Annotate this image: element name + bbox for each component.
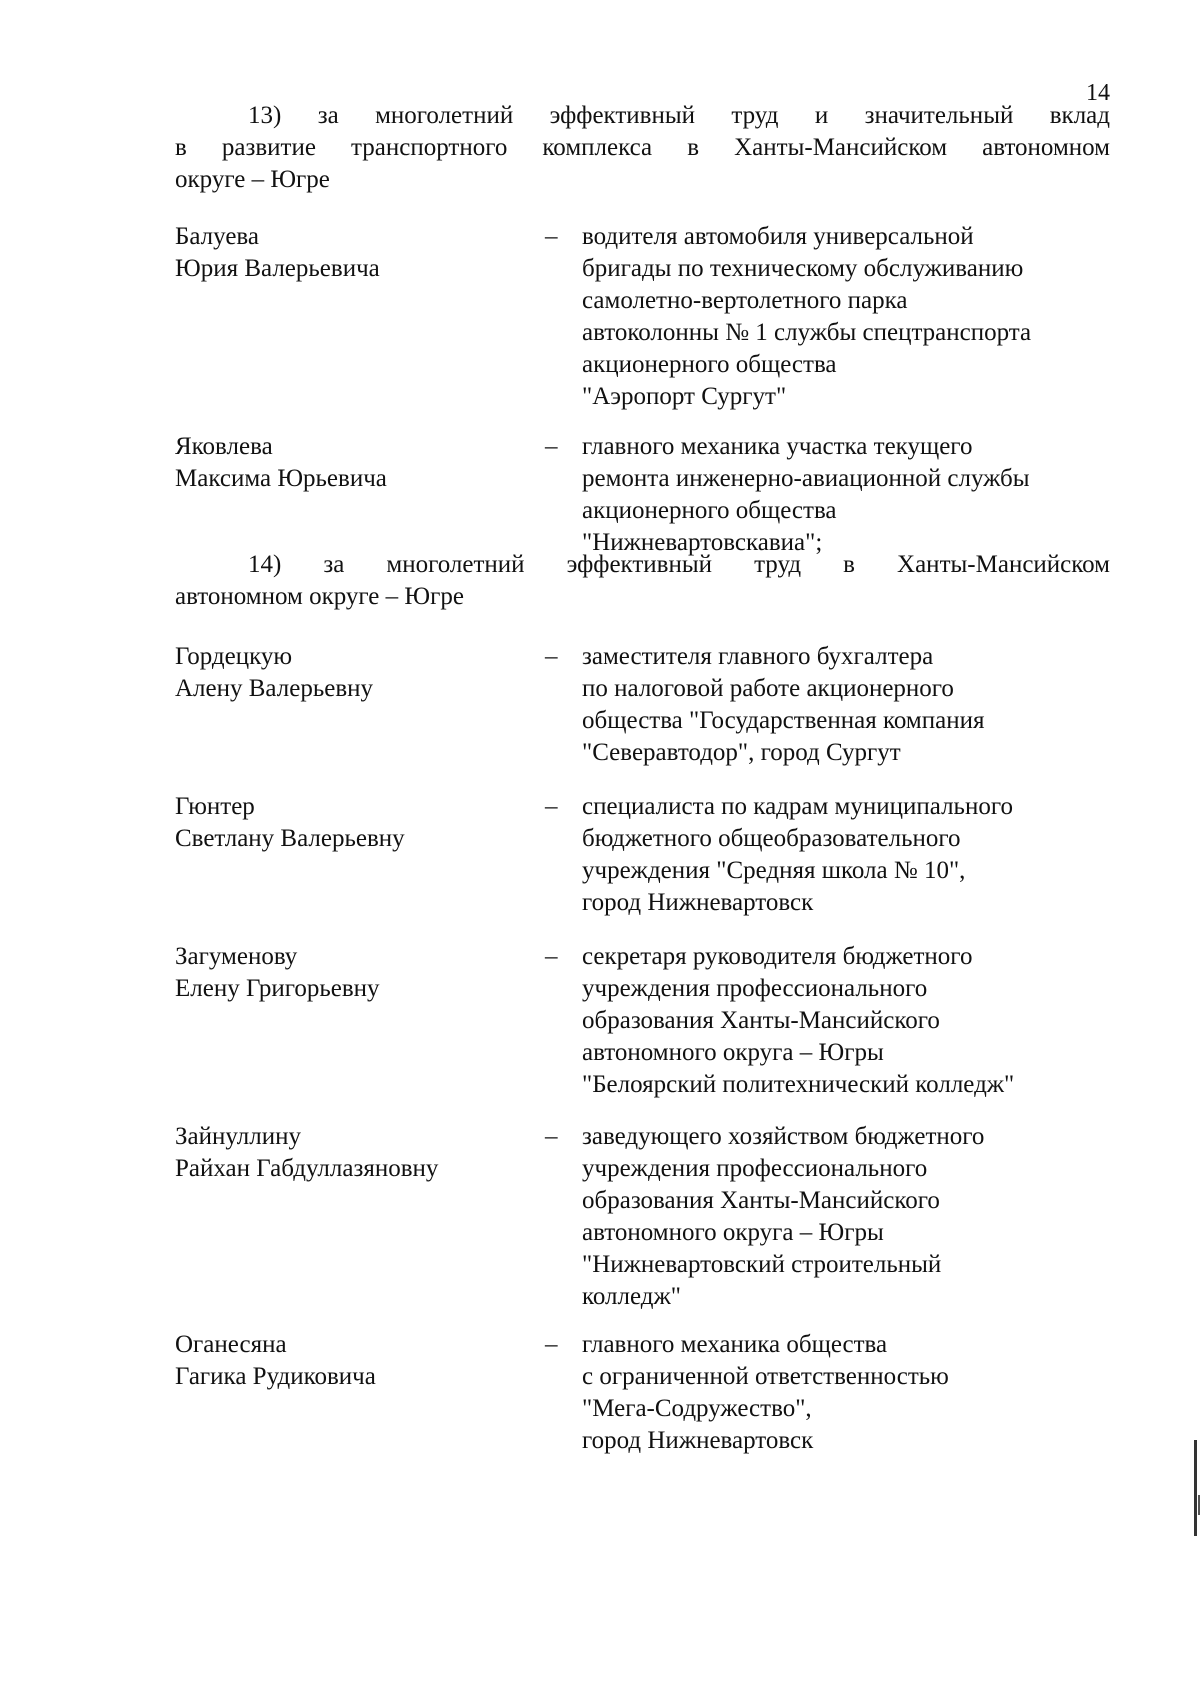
position-line: специалиста по кадрам муниципального	[582, 793, 1013, 820]
paragraph-line: в развитие транспортного комплекса в Ханты-Мансийском автономном	[175, 134, 1110, 161]
paragraph-line: 14) за многолетний эффективный труд в Ханты-Мансийском	[248, 551, 1110, 578]
recipient-position	[582, 641, 1102, 769]
surname: Оганесяна	[175, 1331, 287, 1358]
position-line: самолетно-вертолетного парка	[582, 287, 908, 314]
scan-edge-mark	[1194, 1440, 1197, 1536]
surname: Яковлева	[175, 433, 273, 460]
dash-separator: –	[545, 433, 558, 460]
position-line: "Нижневартовскавиа";	[582, 529, 823, 556]
position-line: главного механика участка текущего	[582, 433, 973, 460]
position-line: главного механика общества	[582, 1331, 888, 1358]
recipient-position	[582, 791, 1102, 919]
position-line: "Северавтодор", город Сургут	[582, 739, 901, 766]
paragraph-line: автономном округе – Югре	[175, 583, 464, 610]
dash-separator: –	[545, 223, 558, 250]
dash-separator: –	[545, 1123, 558, 1150]
given-names: Райхан Габдуллазяновну	[175, 1155, 439, 1182]
recipient-name	[175, 221, 535, 285]
position-line: водителя автомобиля универсальной	[582, 223, 974, 250]
position-line: образования Ханты-Мансийского	[582, 1187, 940, 1214]
recipient-name	[175, 941, 535, 1005]
given-names: Алену Валерьевну	[175, 675, 373, 702]
recipient-position	[582, 1121, 1102, 1313]
recipient-position	[582, 431, 1102, 559]
position-line: "Белоярский политехнический колледж"	[582, 1071, 1015, 1098]
position-line: ремонта инженерно-авиационной службы	[582, 465, 1030, 492]
position-line: заведующего хозяйством бюджетного	[582, 1123, 985, 1150]
recipient-name	[175, 791, 535, 855]
position-line: по налоговой работе акционерного	[582, 675, 954, 702]
surname: Балуева	[175, 223, 259, 250]
paragraph-13	[175, 100, 1110, 196]
recipient-position	[582, 1329, 1102, 1457]
position-line: учреждения "Средняя школа № 10",	[582, 857, 966, 884]
position-line: город Нижневартовск	[582, 889, 814, 916]
position-line: образования Ханты-Мансийского	[582, 1007, 940, 1034]
position-line: с ограниченной ответственностью	[582, 1363, 949, 1390]
dash-separator: –	[545, 643, 558, 670]
position-line: бюджетного общеобразовательного	[582, 825, 961, 852]
paragraph-line: 13) за многолетний эффективный труд и значительный вклад	[248, 102, 1110, 129]
surname: Загуменову	[175, 943, 298, 970]
recipient-name	[175, 431, 535, 495]
position-line: город Нижневартовск	[582, 1427, 814, 1454]
position-line: заместителя главного бухгалтера	[582, 643, 934, 670]
dash-separator: –	[545, 943, 558, 970]
position-line: секретаря руководителя бюджетного	[582, 943, 973, 970]
surname: Гюнтер	[175, 793, 255, 820]
dash-separator: –	[545, 793, 558, 820]
paragraph-14	[175, 549, 1110, 613]
dash-separator: –	[545, 1331, 558, 1358]
recipient-name	[175, 1329, 535, 1393]
given-names: Юрия Валерьевича	[175, 255, 380, 282]
position-line: акционерного общества	[582, 351, 837, 378]
surname: Гордецкую	[175, 643, 293, 670]
position-line: общества "Государственная компания	[582, 707, 985, 734]
position-line: "Мега-Содружество",	[582, 1395, 812, 1422]
paragraph-line: округе – Югре	[175, 166, 330, 193]
position-line: учреждения профессионального	[582, 1155, 928, 1182]
recipient-name	[175, 641, 535, 705]
recipient-name	[175, 1121, 535, 1185]
given-names: Светлану Валерьевну	[175, 825, 405, 852]
position-line: автоколонны № 1 службы спецтранспорта	[582, 319, 1032, 346]
recipient-position	[582, 221, 1102, 413]
position-line: "Нижневартовский строительный	[582, 1251, 942, 1278]
position-line: автономного округа – Югры	[582, 1219, 884, 1246]
position-line: бригады по техническому обслуживанию	[582, 255, 1024, 282]
given-names: Максима Юрьевича	[175, 465, 387, 492]
page-number: 14	[1086, 80, 1110, 106]
surname: Зайнуллину	[175, 1123, 301, 1150]
position-line: колледж"	[582, 1283, 681, 1310]
given-names: Гагика Рудиковича	[175, 1363, 376, 1390]
position-line: "Аэропорт Сургут"	[582, 383, 787, 410]
recipient-position	[582, 941, 1102, 1101]
position-line: акционерного общества	[582, 497, 837, 524]
position-line: автономного округа – Югры	[582, 1039, 884, 1066]
position-line: учреждения профессионального	[582, 975, 928, 1002]
given-names: Елену Григорьевну	[175, 975, 380, 1002]
